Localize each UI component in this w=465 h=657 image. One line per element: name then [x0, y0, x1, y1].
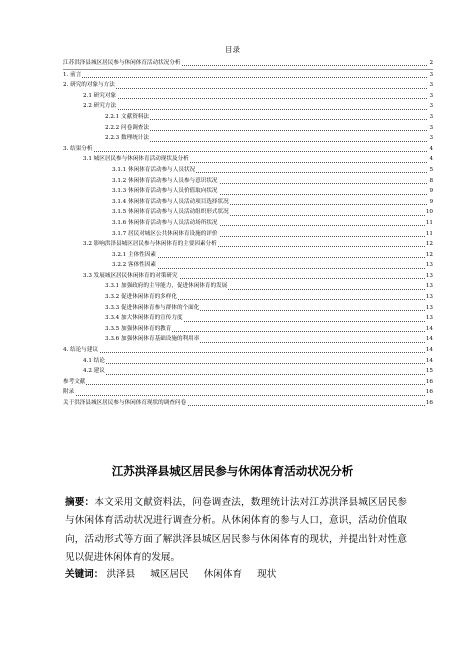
toc-entry-text: 4. 结论与建议 — [63, 345, 99, 356]
keyword: 休闲体育 — [203, 569, 243, 580]
toc-entry-text: 3.3.2 促进休闲体育的多样化 — [63, 292, 178, 303]
toc-leader-dots — [63, 88, 433, 89]
toc-entry-text: 3.3 发展城区居民休闲体育的对策研究 — [63, 271, 179, 282]
toc-entry[interactable] — [63, 58, 433, 70]
toc-entry-page: 2 — [428, 58, 433, 69]
toc-entry-text: 3.1.4 休闲体育活动参与人员活动项目选择状况 — [63, 197, 230, 208]
toc-entry-page: 10 — [425, 207, 433, 218]
toc-leader-dots — [63, 77, 433, 78]
toc-leader-dots — [63, 98, 433, 99]
toc-entry-page: 16 — [425, 377, 433, 388]
abstract-label: 摘要： — [65, 497, 95, 508]
toc-leader-dots — [63, 109, 433, 110]
toc-entry-page: 16 — [425, 398, 433, 409]
toc-entry-text: 4.2 建议 — [63, 366, 106, 377]
toc-entry[interactable] — [63, 271, 433, 282]
toc-entry-page: 13 — [425, 303, 433, 314]
toc-entry-text: 3.1.3 休闲体育活动参与人员价值取向状况 — [63, 186, 219, 197]
toc-entry[interactable] — [63, 334, 433, 345]
toc-entry-text: 3.1.7 居民对城区公共休闲体育设施的评价 — [63, 229, 219, 240]
toc-entry-page: 4 — [428, 144, 433, 155]
toc-entry[interactable] — [63, 112, 433, 123]
toc-entry-text: 3.1.5 休闲体育活动参与人员活动组织形式状况 — [63, 207, 230, 218]
toc-entry[interactable] — [63, 197, 433, 208]
toc-entry[interactable] — [63, 398, 433, 409]
toc-entry-page: 13 — [425, 271, 433, 282]
toc-entry-page: 14 — [425, 356, 433, 367]
toc-entry-page: 5 — [428, 165, 433, 176]
toc-entry-page: 14 — [425, 345, 433, 356]
toc-entry-page: 4 — [428, 154, 433, 165]
toc-entry-page: 3 — [428, 70, 433, 81]
toc-leader-dots — [63, 352, 433, 353]
keyword: 现状 — [257, 569, 277, 580]
toc-entry-text: 3.3.5 加强休闲体育的教育 — [63, 324, 172, 335]
toc-leader-dots — [63, 363, 433, 364]
toc-entry[interactable] — [63, 70, 433, 81]
toc-entry-page: 3 — [428, 112, 433, 123]
toc-entry-text: 3.3.3 促进休闲体育参与群体的个面化 — [63, 303, 200, 314]
toc-entry[interactable] — [63, 366, 433, 377]
toc-entry-text: 3.1.6 休闲体育活动参与人员活动场所状况 — [63, 218, 219, 229]
toc-entry-page: 3 — [428, 101, 433, 112]
toc-entry-page: 3 — [428, 133, 433, 144]
toc-entry[interactable] — [63, 165, 433, 176]
toc-entry[interactable] — [63, 154, 433, 165]
document-title: 江苏洪泽县城区居民参与休闲体育活动状况分析 — [111, 464, 354, 478]
toc-leader-dots — [63, 151, 433, 152]
toc-entry[interactable] — [63, 250, 433, 261]
toc-entry-page: 3 — [428, 123, 433, 134]
toc-entry-page: 9 — [428, 197, 433, 208]
toc-entry-text: 3.3.4 加大休闲体育的宣传力度 — [63, 313, 184, 324]
toc-entry-text: 2.2.1 文献资料法 — [63, 112, 150, 123]
toc-entry[interactable] — [63, 218, 433, 229]
toc-entry-page: 8 — [428, 176, 433, 187]
toc-leader-dots — [63, 395, 433, 396]
toc-entry-text: 3.3.1 加强政府的主导能力，促进休闲体育的发展 — [63, 281, 228, 292]
toc-entry-page: 13 — [425, 260, 433, 271]
toc-entry-text: 1. 前言 — [63, 70, 82, 81]
toc-entry-text: 2.2 研究方法 — [63, 101, 117, 112]
toc-entry-text: 江苏洪泽县城区居民参与休闲体育活动状况分析 — [63, 58, 181, 69]
toc-entry[interactable] — [63, 356, 433, 367]
toc-entry-text: 3.1.2 休闲体育活动参与人员参与意识状况 — [63, 176, 219, 187]
keywords — [65, 566, 288, 580]
toc-entry[interactable] — [63, 229, 433, 240]
toc-entry-page: 15 — [425, 366, 433, 377]
toc-entry-page: 13 — [425, 313, 433, 324]
toc-entry[interactable] — [63, 133, 433, 144]
toc-entry[interactable] — [63, 80, 433, 91]
toc-entry[interactable] — [63, 377, 433, 388]
toc-entry-page: 3 — [428, 91, 433, 102]
toc-entry-page: 14 — [425, 324, 433, 335]
toc-entry-page: 9 — [428, 186, 433, 197]
toc-entry[interactable] — [63, 144, 433, 155]
toc-entry[interactable] — [63, 207, 433, 218]
toc-entry[interactable] — [63, 292, 433, 303]
toc-entry-page: 14 — [425, 334, 433, 345]
toc-heading: 目录 — [225, 45, 240, 54]
toc-entry-page: 3 — [428, 80, 433, 91]
toc-entry-text: 2.2.2 问卷调查法 — [63, 123, 150, 134]
toc-leader-dots — [63, 374, 433, 375]
toc-entry[interactable] — [63, 324, 433, 335]
toc-entry-text: 3.2 影响洪泽县城区居民参与休闲体育的主要因素分析 — [63, 239, 218, 250]
toc-entry-text: 4.1 结论 — [63, 356, 106, 367]
toc-entry[interactable] — [63, 239, 433, 250]
toc-entry-text: 参考文献 — [63, 377, 86, 388]
toc-entry[interactable] — [63, 313, 433, 324]
table-of-contents — [63, 58, 433, 409]
toc-entry-text: 2.2.3 数理统计法 — [63, 133, 150, 144]
toc-entry[interactable] — [63, 260, 433, 271]
toc-entry-text: 3.3.6 加强休闲体育基础设施的利用率 — [63, 334, 200, 345]
toc-entry[interactable] — [63, 101, 433, 112]
toc-entry[interactable] — [63, 91, 433, 102]
toc-entry[interactable] — [63, 303, 433, 314]
keyword: 城区居民 — [150, 569, 189, 580]
toc-entry-page: 11 — [425, 218, 433, 229]
toc-entry-text: 2.1 研究对象 — [63, 91, 117, 102]
toc-entry-page: 16 — [425, 387, 433, 398]
toc-entry[interactable] — [63, 186, 433, 197]
toc-entry-page: 12 — [425, 239, 433, 250]
toc-entry-text: 3.1.1 休闲体育活动参与人员状况 — [63, 165, 196, 176]
toc-entry-page: 13 — [425, 281, 433, 292]
toc-entry[interactable] — [63, 123, 433, 134]
toc-entry[interactable] — [63, 176, 433, 187]
toc-entry-page: 13 — [425, 292, 433, 303]
toc-entry-page: 12 — [425, 250, 433, 261]
toc-entry-text: 关于洪泽县城区居民参与休闲体育现状的调查问卷 — [63, 398, 187, 409]
toc-entry-text: 2. 研究的对象与方法 — [63, 80, 116, 91]
toc-entry-text: 3.1 城区居民参与休闲体育活动现状及分析 — [63, 154, 190, 165]
toc-entry-text: 3. 结果分析 — [63, 144, 94, 155]
toc-entry[interactable] — [63, 281, 433, 292]
abstract — [65, 494, 407, 567]
toc-entry-text: 3.2.2 客体性因素 — [63, 260, 157, 271]
toc-leader-dots — [63, 384, 433, 385]
toc-entry-text: 附录 — [63, 387, 75, 398]
toc-entry-page: 11 — [425, 229, 433, 240]
abstract-text: 本文采用文献资料法，问卷调查法，数理统计法对江苏洪泽县城区居民参与休闲体育活动状况进行调查分析。从休闲体育的参与人口，意识，活动价值取向，活动形式等方面了解洪泽县城区居民参与休闲体育的现状，并提出针对性意见以促进休闲体育的发展。 — [65, 497, 408, 563]
toc-entry[interactable] — [63, 345, 433, 356]
toc-entry[interactable] — [63, 387, 433, 398]
toc-entry-text: 3.2.1 主体性因素 — [63, 250, 157, 261]
keywords-label: 关键词： — [65, 569, 104, 580]
keyword: 洪泽县 — [106, 569, 136, 580]
